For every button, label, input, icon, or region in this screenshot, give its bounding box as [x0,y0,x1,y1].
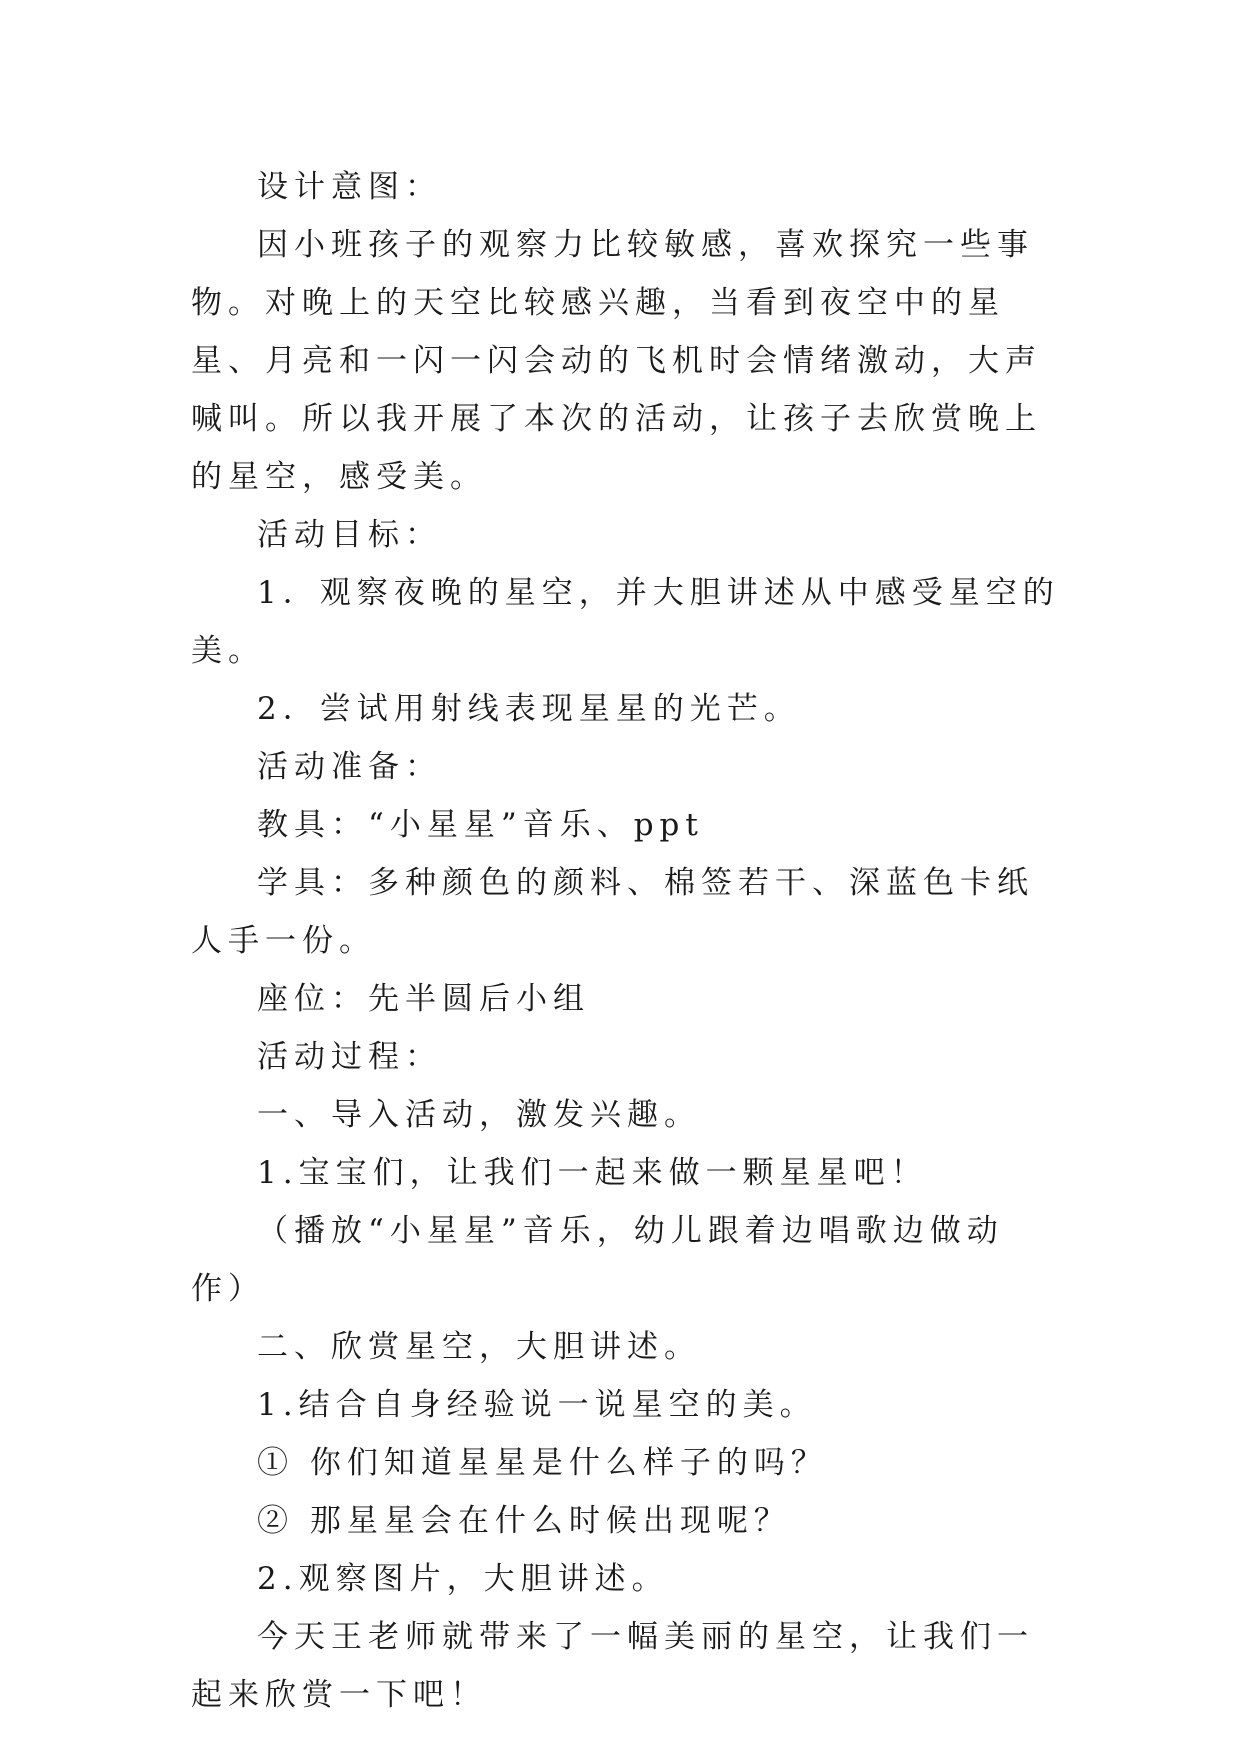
paragraph-appreciate-sky: 今天王老师就带来了一幅美丽的星空，让我们一起来欣赏一下吧！ [191,1619,1034,1713]
process-section-1: 一、导入活动，激发兴趣。 [257,1097,701,1133]
heading-activity-goals: 活动目标： [257,517,442,553]
goal-item-1: 1．观察夜晚的星空，并大胆讲述从中感受星空的美。 [191,575,1060,669]
preparation-learning-aids: 学具：多种颜色的颜料、棉签若干、深蓝色卡纸人手一份。 [191,865,1034,959]
heading-activity-process: 活动过程： [257,1039,442,1075]
process-step-2-1: 1.结合自身经验说一说星空的美。 [257,1387,817,1423]
preparation-seating: 座位：先半圆后小组 [257,981,590,1017]
question-item-1: ① 你们知道星星是什么样子的吗？ [257,1445,828,1481]
paragraph-design-intent: 因小班孩子的观察力比较敏感，喜欢探究一些事物。对晚上的天空比较感兴趣，当看到夜空中的星星、月亮和一闪一闪会动的飞机时会情绪激动，大声喊叫。所以我开展了本次的活动，让孩子去欣赏晚上的星空，感受美。 [191,227,1042,495]
preparation-teaching-aids: 教具：“小星星”音乐、ppt [257,807,704,843]
process-note-music: （播放“小星星”音乐，幼儿跟着边唱歌边做动作） [191,1213,1004,1307]
heading-design-intent: 设计意图： [257,169,442,205]
goal-item-2: 2．尝试用射线表现星星的光芒。 [257,691,801,727]
heading-activity-preparation: 活动准备： [257,749,442,785]
process-section-2: 二、欣赏星空，大胆讲述。 [257,1329,701,1365]
process-step-2-2: 2.观察图片，大胆讲述。 [257,1561,669,1597]
question-item-2: ② 那星星会在什么时候出现呢？ [257,1503,791,1539]
document-body [191,158,1061,1724]
process-step-1-1: 1.宝宝们，让我们一起来做一颗星星吧！ [257,1155,928,1191]
